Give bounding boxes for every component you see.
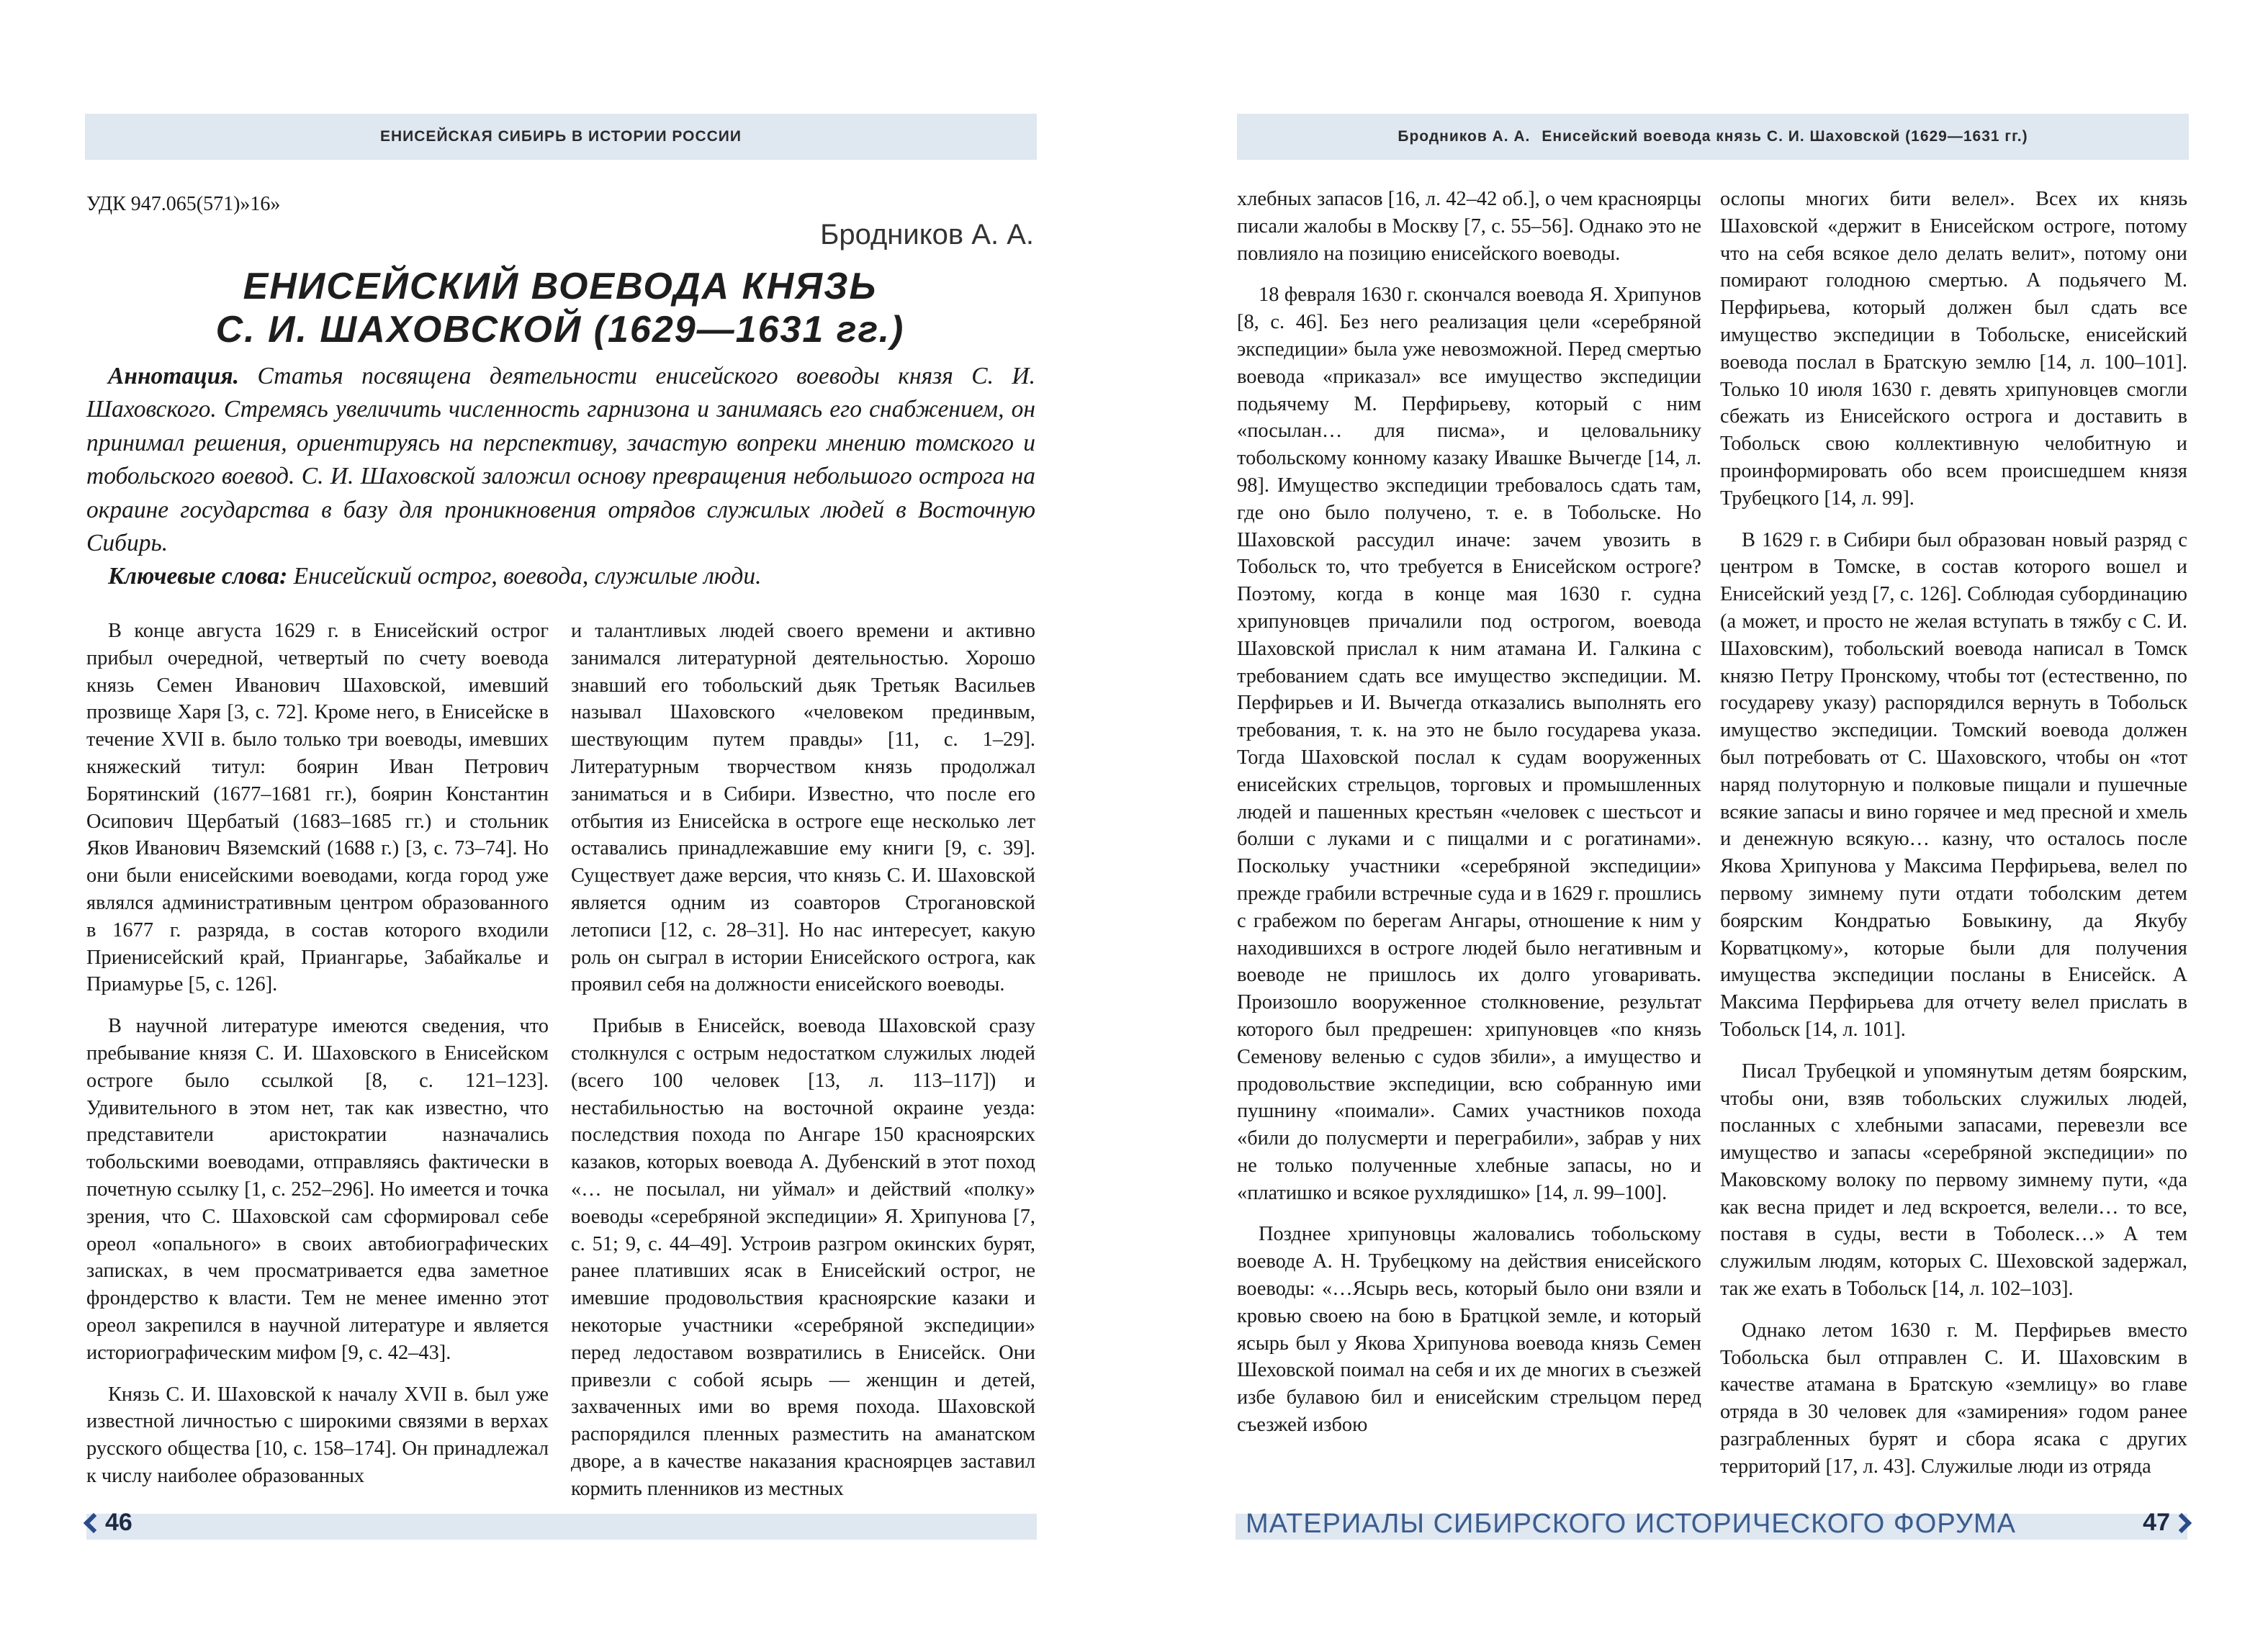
text-column-3	[1237, 186, 1701, 1453]
keywords-label: Ключевые слова:	[108, 563, 288, 590]
running-head-right	[1237, 114, 2189, 160]
abstract-label: Аннотация.	[108, 363, 239, 389]
paragraph: Писал Трубецкой и упомянутым детям боярским, чтобы они, взяв тобольских служилых людей, посланных с хлебными запасами, перевезли все имущество и запасы «серебряной экспедиции» по Маковскому волоку по первому зимнему пути, «да как весна придет и лед вскроется, велели… то все, поставя в суды, вести в Тоболеск…» А тем служилым людям, которых С. Шеховской задержал, так же ехать в Тобольск [14, л. 102–103].	[1720, 1060, 2187, 1301]
article-title-line-1: ЕНИСЕЙСКИЙ ВОЕВОДА КНЯЗЬ	[243, 266, 878, 307]
keywords	[86, 560, 1035, 593]
udk-code: УДК 947.065(571)»16»	[86, 193, 281, 215]
abstract	[86, 360, 1035, 560]
running-head-author: Бродников А. А.	[1398, 128, 1531, 145]
article-author: Бродников А. А.	[820, 219, 1034, 250]
running-head-title: Енисейский воевода князь С. И. Шаховской (1629—1631 гг.)	[1542, 128, 2028, 145]
page-number-left-text: 46	[105, 1509, 132, 1536]
paragraph: и талантливых людей своего времени и активно занимался литературной деятельностью. Хорошо знавший его тобольский дьяк Третьяк Васильев называл Шаховского «человеком прединвым, шествующим путем правды» [11, с. 1–29]. Литературным творчеством князь продолжал заниматься и в Сибири. Известно, что после его отбытия из Енисейска в остроге еще несколько лет оставались принадлежавшие ему книги [9, с. 39]. Существует даже версия, что князь С. И. Шаховской является одним из соавторов Строгановской летописи [12, с. 28–31]. Но нас интересует, какую роль он сыграл в истории Енисейского острога, как проявил себя на должности енисейского воеводы.	[571, 620, 1035, 996]
text-column-4	[1720, 186, 2187, 1495]
chevron-right-icon	[2172, 1512, 2192, 1532]
paragraph: Однако летом 1630 г. М. Перфирьев вместо Тобольска был отправлен С. И. Шаховским в качестве атамана в Братскую «землицу» во главе отряда в 30 человек для «замирения» годом ранее разграбленных бурят и сбора ясака с других территорий [17, л. 43]. Служилые люди из отряда	[1720, 1319, 2187, 1478]
page-number-left	[86, 1509, 132, 1537]
text-column-1	[86, 618, 549, 1504]
paragraph: В 1629 г. в Сибири был образован новый разряд с центром в Томске, в состав которого вошел и Енисейский уезд [7, с. 126]. Соблюдая субординацию (а может, и просто не желая вступать в тяжбу с С. И. Шаховским), тобольский воевода написал в Томск князю Петру Пронскому, чтобы тот (естественно, по государеву указу) распорядился вернуть в Тобольск имущество экспедиции. Томский воевода должен был потребовать от С. Шаховского, чтобы он «тот наряд полуторную и полковые пищали и пушечные всякие запасы и вино горячее и мед пресной и хмель и денежную всякую… казну, что осталось после Якова Хрипунова у Максима Перфирьева, велел по первому зимнему пути отдати тоболским детем боярским Кондратью Бовыкину, да Якубу Корватцкому», которые были для получения имущества экспедиции посланы в Енисейск. А Максима Перфирьева для отчету велел прислать в Тобольск [14, л. 101].	[1720, 528, 2187, 1041]
paragraph: Прибыв в Енисейск, воевода Шаховской сразу столкнулся с острым недостатком служилых людей (всего 100 человек [13, л. 113–117]) и нестабильностью на восточной окраине уезда: последствия похода по Ангаре 150 красноярских казаков, которых воевода А. Дубенский в этот поход «… не посылал, ни уймал» и действий «полку» воеводы «серебряной экспедиции» Я. Хрипунова [7, с. 51; 9, с. 44–49]. Устроив разгром окинских бурят, ранее плативших ясак в Енисейский острог, не имевшие продовольствия красноярские казаки и некоторые участники «серебряной экспедиции» перед ледоставом возвратились в Енисейск. Они привезли с собой ясырь — женщин и детей, захваченных ими во время похода. Шаховской распорядился пленных разместить на аманатском дворе, а в качестве наказания красноярцев заставил кормить пленников из местных	[571, 1015, 1035, 1500]
article-title	[86, 265, 1034, 351]
running-head-left	[85, 114, 1037, 160]
paragraph: В научной литературе имеются сведения, что пребывание князя С. И. Шаховского в Енисейском остроге было ссылкой [8, с. 121–123]. Удивительного в этом нет, так как известно, что представители аристократии назначались тобольскими воеводами, отправляясь фактически в почетную ссылку [1, с. 252–296]. Но имеется и точка зрения, что С. Шаховской сам сформировал себе ореол «опального» в своих автобиографических записках, в чем просматривается едва заметное фрондерство к власти. Тем не менее именно этот ореол закрепился в научной литературе и является историографическим мифом [9, с. 42–43].	[86, 1015, 549, 1364]
journal-title: МАТЕРИАЛЫ СИБИРСКОГО ИСТОРИЧЕСКОГО ФОРУМА	[1246, 1509, 2017, 1539]
keywords-text: Енисейский острог, воевода, служилые люди.	[293, 563, 762, 590]
page-number-right	[2143, 1509, 2189, 1537]
paragraph: Князь С. И. Шаховской к началу XVII в. был уже известной личностью с широкими связями в верхах русского общества [10, с. 158–174]. Он принадлежал к числу наиболее образованных	[86, 1383, 549, 1487]
paragraph: Позднее хрипуновцы жаловались тобольскому воеводе А. Н. Трубецкому на действия енисейского воеводы: «…Ясырь весь, который было они взяли и кровью своею на бою в Братцкой земле, и который ясырь был у Якова Хрипунова воевода князь Семен Шеховской поимал на себя и их де многих в съезжей избе булавою бил и енисейским стрельцом перед съезжей избою	[1237, 1223, 1701, 1437]
running-head-left-text: ЕНИСЕЙСКАЯ СИБИРЬ В ИСТОРИИ РОССИИ	[380, 128, 742, 145]
footer-band-left	[86, 1514, 1037, 1540]
paragraph: ослопы многих бити велел». Всех их князь Шаховской «держит в Енисейском остроге, потому что на себя всякое дело делать велит», потому они помирают голодною смертью. А подьячего М. Перфирьева, который должен был сдать все имущество экспедиции в Тобольске, енисейский воевода послал в Братскую землю [14, л. 100–101]. Только 10 июля 1630 г. девять хрипуновцев смогли сбежать из Енисейского острога и доставить в Тобольск свою коллективную челобитную и проинформировать обо всем происшедшем князя Трубецкого [14, л. 99].	[1720, 188, 2187, 510]
abstract-text: Статья посвящена деятельности енисейского воеводы князя С. И. Шаховского. Стремясь увеличить численность гарнизона и занимаясь его снабжением, он принимал решения, ориентируясь на перспективу, зачастую вопреки мнению томского и тобольского воевод. С. И. Шаховской заложил основу превращения небольшого острога на окраине государства в базу для проникновения отрядов служилых людей в Восточную Сибирь.	[86, 363, 1036, 557]
chevron-left-icon	[84, 1512, 104, 1532]
text-column-2	[571, 618, 1035, 1517]
paragraph: В конце августа 1629 г. в Енисейский острог прибыл очередной, четвертый по счету воевода князь Семен Иванович Шаховской, имевший прозвище Харя [3, с. 72]. Кроме него, в Енисейске в течение XVII в. было только три воеводы, имевших княжеский титул: боярин Иван Петрович Борятинский (1677–1681 гг.), боярин Константин Осипович Щербатый (1683–1685 гг.) и стольник Яков Иванович Вяземский (1688 г.) [3, с. 73–74]. Но они были енисейскими воеводами, когда город уже являлся административным центром образованного в 1677 г. разряда, в состав которого входили Приенисейский край, Приангарье, Забайкалье и Приамурье [5, с. 126].	[86, 620, 549, 996]
paragraph: 18 февраля 1630 г. скончался воевода Я. Хрипунов [8, с. 46]. Без него реализация цели «серебряной экспедиции» была уже невозможной. Перед смертью воевода «приказал» все имущество экспедиции подьячему М. Перфирьеву, который с ним «посылан… для писма», и целовальнику тобольскому конному казаку Ивашке Вычегде [14, л. 98]. Имущество экспедиции требовалось сдать там, где оно было получено, т. е. в Тобольске. Но Шаховской рассудил иначе: зачем увозить в Тобольск то, что требуется в Енисейском остроге? Поэтому, когда в конце мая 1630 г. судна хрипуновцев причалили под острогом, воевода Шаховской прислал к ним атамана И. Галкина с требованием сдать все имущество экспедиции. М. Перфирьев и И. Вычегда отказались выполнять его требования, т. к. на это не было государева указа. Тогда Шаховской послал к судам вооруженных енисейских стрельцов, торговых и промышленных людей и пашенных крестьян «человек с шестьсот и болши с луками и с пищалми и с рогатинами». Поскольку участники «серебряной экспедиции» прежде грабили встречные суда и в 1629 г. прошлись с грабежом по берегам Ангары, отношение к ним у находившихся в остроге людей было негативным и воеводе не пришлось их долго уговаривать. Произошло вооруженное столкновение, результат которого был предрешен: хрипуновцев «по князь Семенову веленью с судов збили», а имущество и продовольствие экспедиции, всю собранную ими пушнину «поимали». Самих участников похода «били до полусмерти и переграбили», забрав у них не только полученные хлебные запасы, но и «платишко и всякое рухлядишко» [14, л. 99–100].	[1237, 284, 1701, 1204]
paragraph: хлебных запасов [16, л. 42–42 об.], о чем красноярцы писали жалобы в Москву [7, с. 55–56]. Однако это не повлияло на позицию енисейского воеводы.	[1237, 188, 1701, 265]
page-number-right-text: 47	[2143, 1509, 2170, 1536]
article-title-line-2: С. И. ШАХОВСКОЙ (1629—1631 гг.)	[215, 309, 905, 351]
